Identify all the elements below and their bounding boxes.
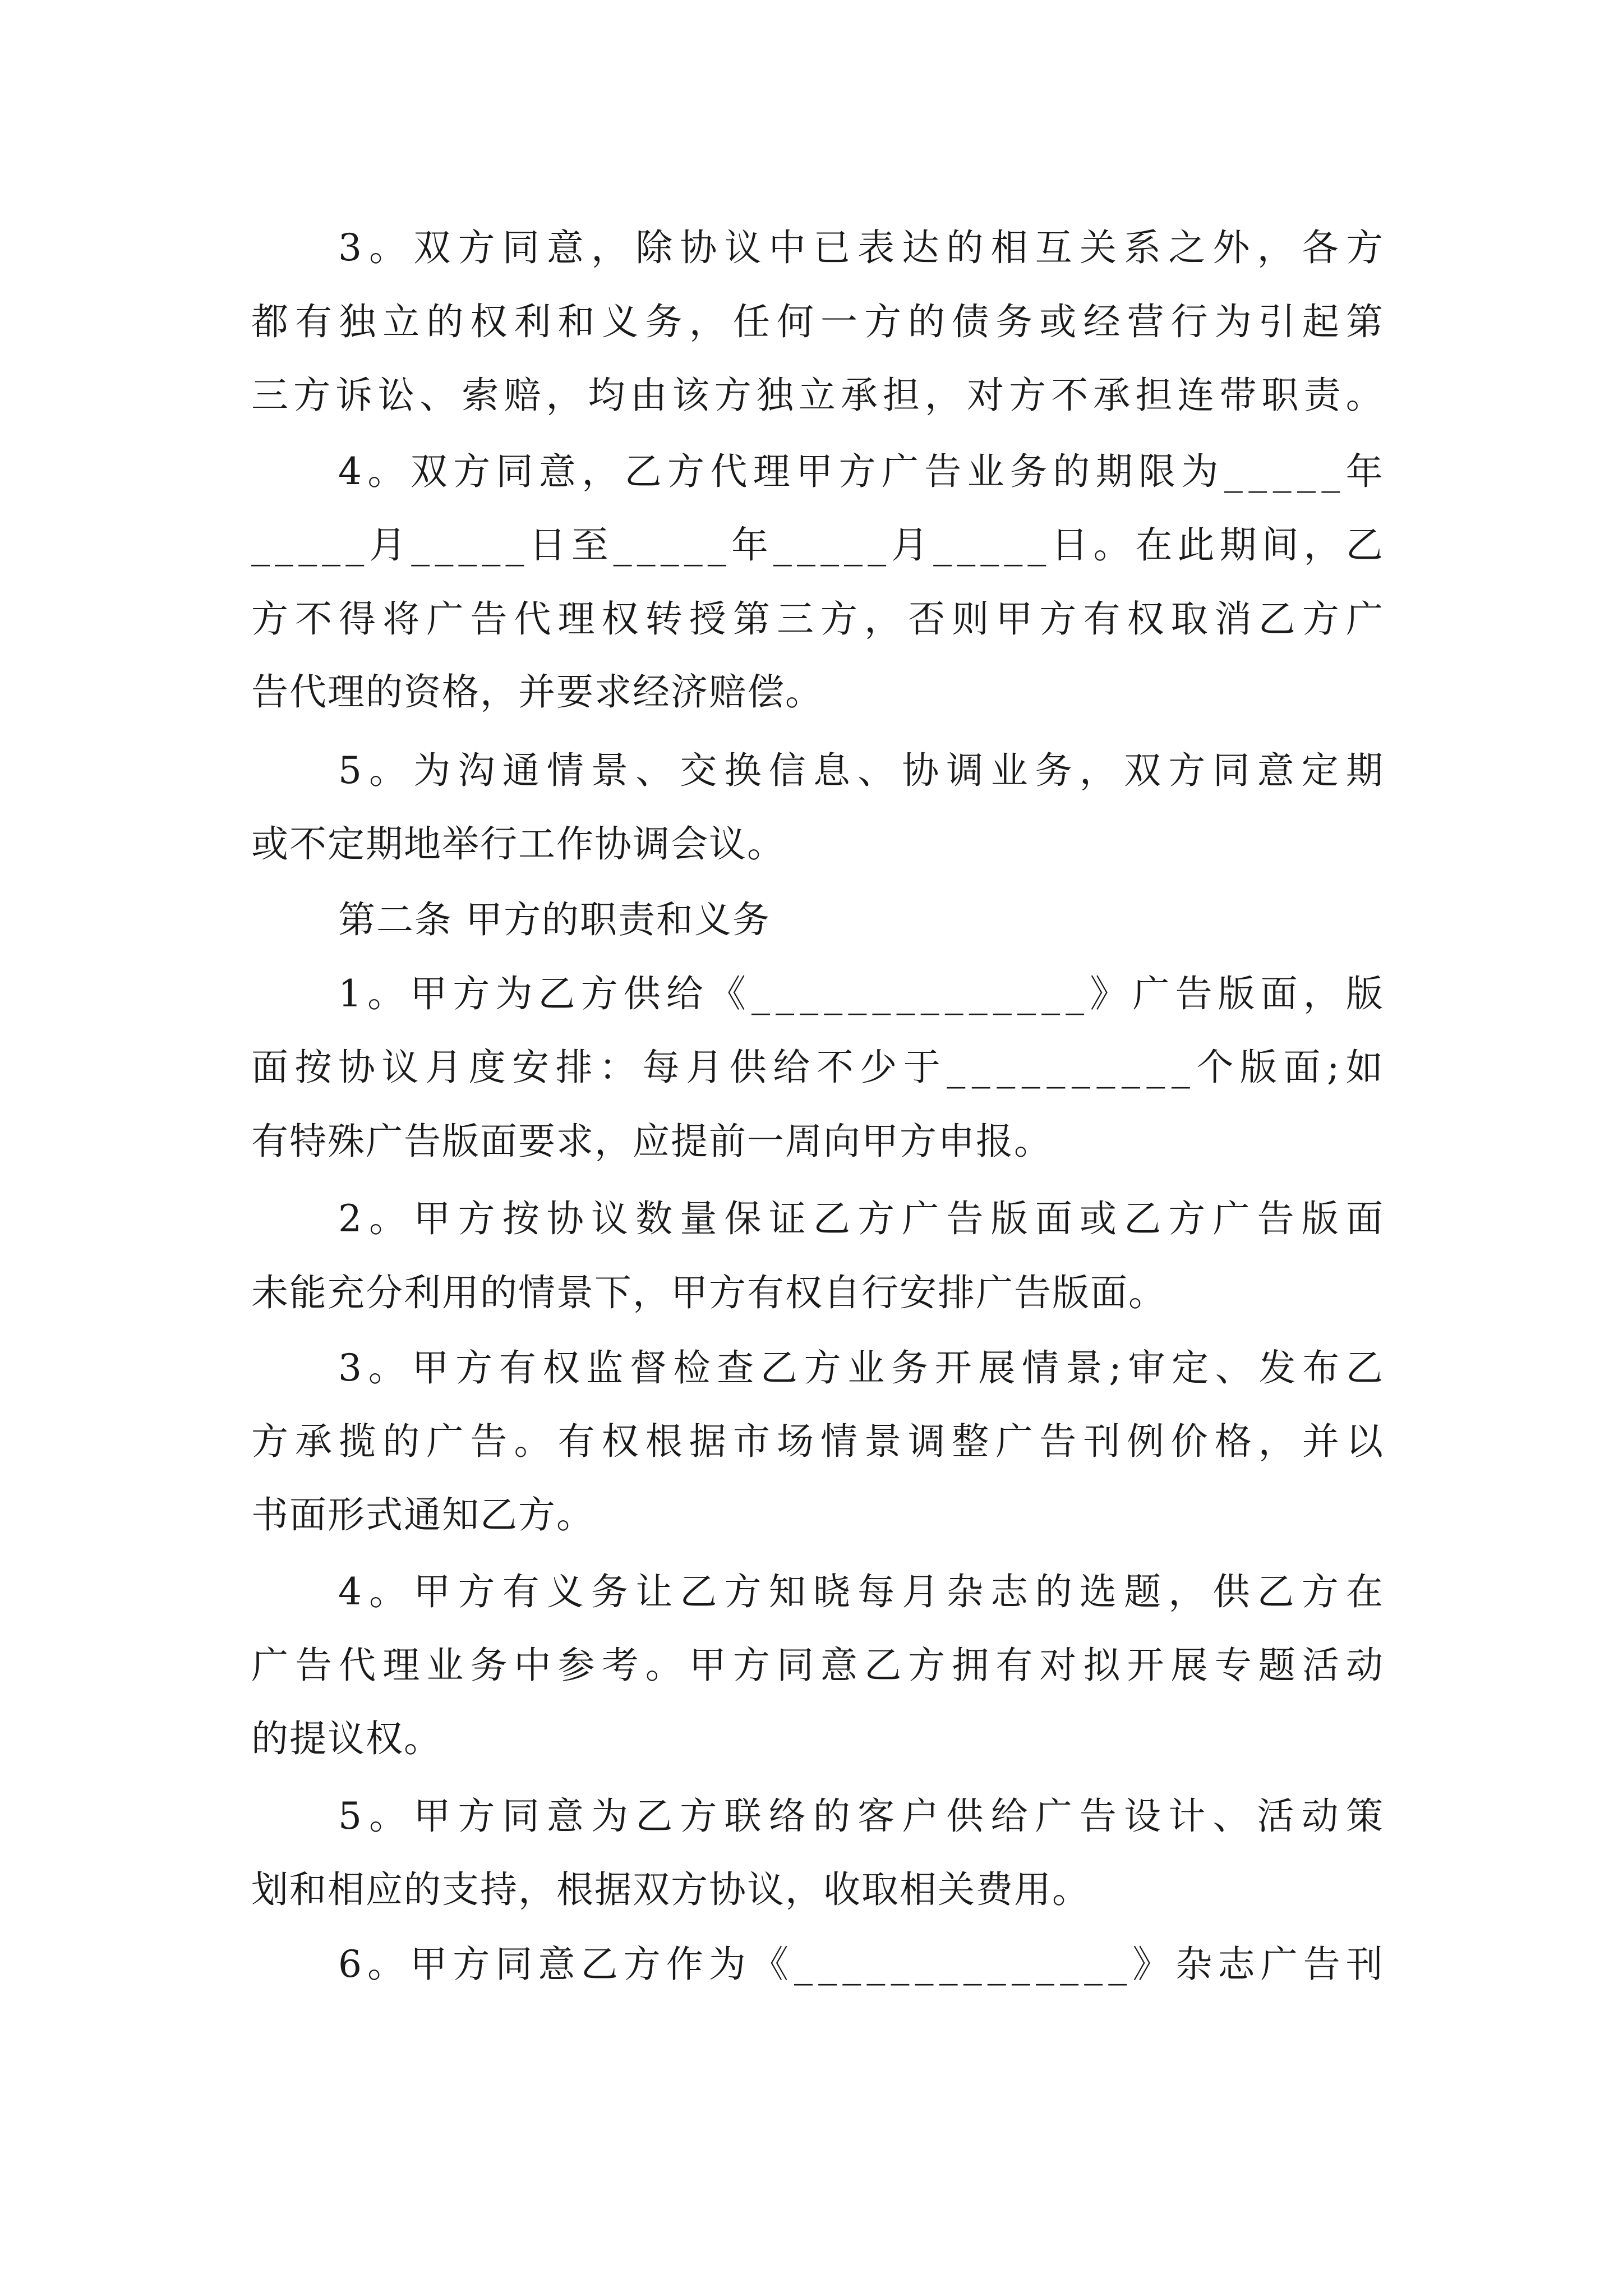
text-line: 6 。 甲 方 同 意 乙 方 作 为 《 _ _ _ _ _ _ _ _ _ _ _ _ _ _ 》 杂 志 广 告 刊	[338, 1943, 1384, 1986]
text-line: 5 。 为 沟 通 情 景 、 交 换 信 息 、 协 调 业 务 ， 双 方 同 意 定 期	[338, 749, 1384, 792]
text-line: 4 。 甲 方 有 义 务 让 乙 方 知 晓 每 月 杂 志 的 选 题 ， 供 乙 方 在	[338, 1570, 1384, 1613]
text-line: 都 有 独 立 的 权 利 和 义 务 ， 任 何 一 方 的 债 务 或 经 营 行 为 引 起 第	[251, 300, 1384, 343]
text-line: 或不定期地举行工作协调会议。	[251, 822, 785, 866]
text-line: 的提议权。	[251, 1717, 442, 1760]
text-line: 面 按 协 议 月 度 安 排 ： 每 月 供 给 不 少 于 _ _ _ _ _ _ _ _ _ _ 个 版 面 ; 如	[251, 1046, 1384, 1089]
text-line: 3 。 双 方 同 意 ， 除 协 议 中 已 表 达 的 相 互 关 系 之 外 ， 各 方	[338, 226, 1384, 269]
text-line: _ _ _ _ _ 月 _ _ _ _ _ 日 至 _ _ _ _ _ 年 _ _ _ _ _ 月 _ _ _ _ _ 日 。 在 此 期 间 ， 乙	[251, 523, 1384, 567]
text-line: 2 。 甲 方 按 协 议 数 量 保 证 乙 方 广 告 版 面 或 乙 方 广 告 版 面	[338, 1197, 1384, 1240]
text-line: 方 不 得 将 广 告 代 理 权 转 授 第 三 方 ， 否 则 甲 方 有 权 取 消 乙 方 广	[251, 597, 1384, 641]
text-line: 1 。 甲 方 为 乙 方 供 给 《 _ _ _ _ _ _ _ _ _ _ _ _ _ _ 》 广 告 版 面 ， 版	[338, 972, 1384, 1015]
text-line: 划和相应的支持，根据双方协议，收取相关费用。	[251, 1868, 1090, 1911]
text-line: 4 。 双 方 同 意 ， 乙 方 代 理 甲 方 广 告 业 务 的 期 限 为 _ _ _ _ _ 年	[338, 450, 1384, 493]
text-line: 5 。 甲 方 同 意 为 乙 方 联 络 的 客 户 供 给 广 告 设 计 、 活 动 策	[338, 1795, 1384, 1838]
text-line: 广 告 代 理 业 务 中 参 考 。 甲 方 同 意 乙 方 拥 有 对 拟 开 展 专 题 活 动	[251, 1644, 1384, 1687]
text-line: 未能充分利用的情景下，甲方有权自行安排广告版面。	[251, 1271, 1166, 1314]
section-heading: 第二条 甲方的职责和义务	[338, 898, 771, 941]
text-line: 告代理的资格，并要求经济赔偿。	[251, 670, 823, 714]
text-line: 书面形式通知乙方。	[251, 1493, 594, 1536]
text-line: 三 方 诉 讼 、 索 赔 ， 均 由 该 方 独 立 承 担 ， 对 方 不 承 担 连 带 职 责 。	[251, 374, 1384, 417]
text-line: 方 承 揽 的 广 告 。 有 权 根 据 市 场 情 景 调 整 广 告 刊 例 价 格 ， 并 以	[251, 1420, 1384, 1463]
text-line: 有特殊广告版面要求，应提前一周向甲方申报。	[251, 1120, 1052, 1163]
text-line: 3 。 甲 方 有 权 监 督 检 查 乙 方 业 务 开 展 情 景 ; 审 定 、 发 布 乙	[338, 1346, 1384, 1389]
